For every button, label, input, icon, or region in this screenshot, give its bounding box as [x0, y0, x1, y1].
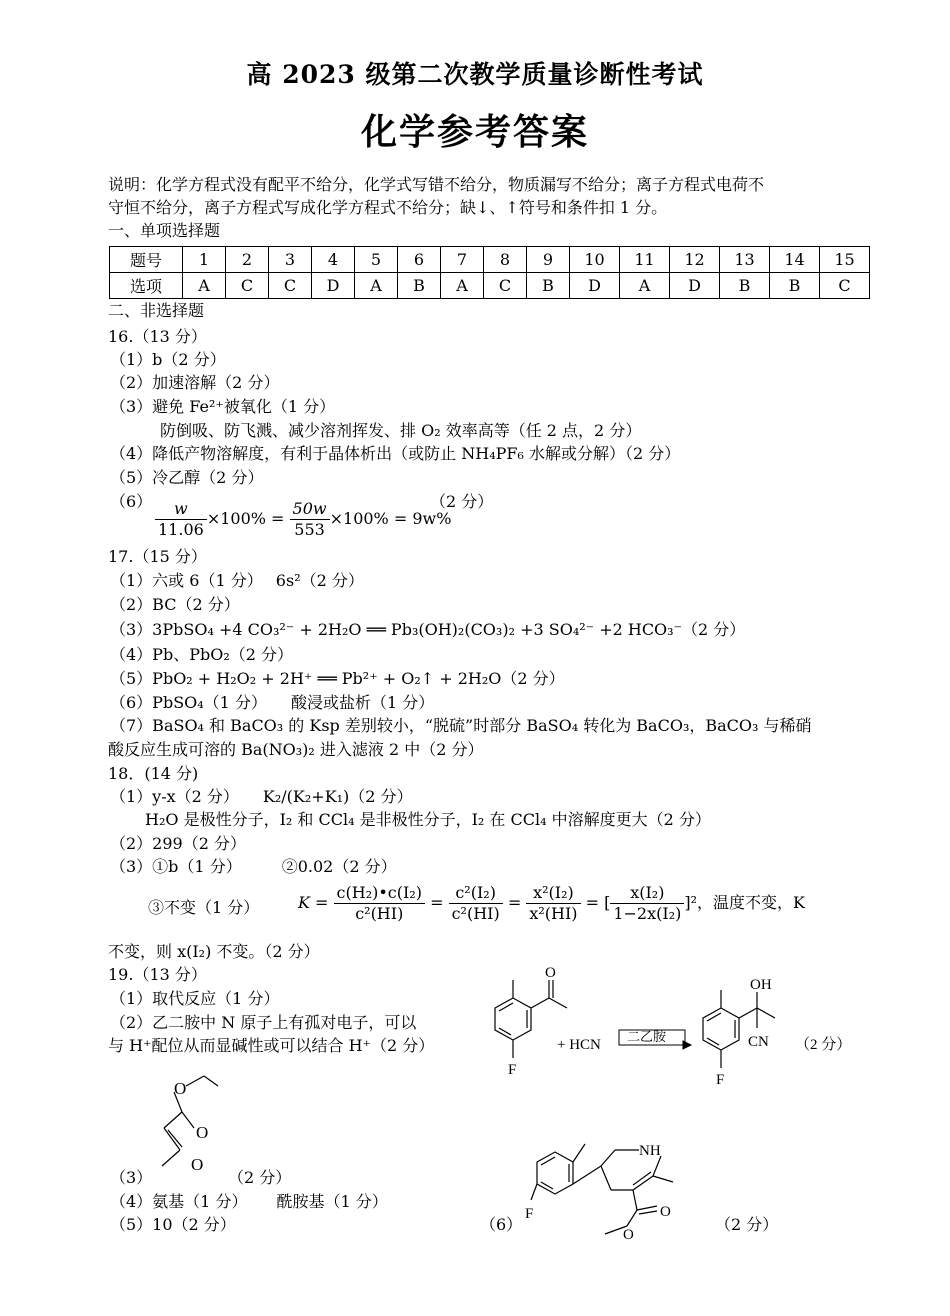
q16-head: 16.（13 分） [108, 327, 207, 346]
q19-head: 19.（13 分） [108, 965, 207, 984]
exam-title: 高 2023 级第二次教学质量诊断性考试 [246, 60, 704, 89]
section-nonchoice: 二、非选择题 [108, 301, 205, 320]
q16-a6-label: （6） [110, 492, 153, 511]
q19-a6: （6） [480, 1215, 523, 1234]
atom-label: O [191, 1155, 204, 1170]
q17-a7b: 酸反应生成可溶的 Ba(NO₃)₂ 进入滤液 2 中（2 分） [108, 740, 484, 759]
table-cell: 15 [820, 247, 870, 273]
table-cell: 5 [355, 247, 398, 273]
table-cell: 7 [441, 247, 484, 273]
ketoester-bonds [162, 1076, 218, 1166]
q17-head: 17.（15 分） [108, 547, 207, 566]
q16-a2: （2）加速溶解（2 分） [110, 373, 280, 392]
table-cell: B [770, 273, 820, 299]
table-row-numbers [110, 247, 870, 273]
q16-a3b: 防倒吸、防飞溅、减少溶剂挥发、排 O₂ 效率高等（任 2 点，2 分） [160, 421, 642, 440]
table-cell: D [312, 273, 355, 299]
formula-text: = [ [585, 893, 611, 912]
formula-text: ，温度不变，K [697, 893, 805, 912]
atom-label: O [174, 1079, 187, 1098]
structure-6 [515, 1128, 705, 1243]
table-cell: 4 [312, 247, 355, 273]
atom-label: F [525, 1206, 534, 1222]
table-cell: 1 [183, 247, 226, 273]
q19-a6-score: （2 分） [715, 1215, 779, 1234]
formula-text: ×100% = [206, 509, 285, 528]
table-cell: 11 [620, 247, 670, 273]
q17-a5: （5）PbO₂ + H₂O₂ + 2H⁺ ══ Pb²⁺ + O₂↑ + 2H₂O（2 分） [110, 669, 565, 688]
table-cell: 12 [670, 247, 720, 273]
table-cell: C [269, 273, 312, 299]
atom-label: O [545, 965, 556, 981]
q17-a6: （6）PbSO₄（1 分） 酸浸或盐析（1 分） [110, 693, 435, 712]
structure-3 [150, 1070, 240, 1170]
table-cell: C [820, 273, 870, 299]
arrow-reagent: 二乙胺 [627, 1029, 667, 1044]
q16-a3: （3）避免 Fe²⁺被氧化（1 分） [110, 397, 336, 416]
atom-label: OH [750, 977, 772, 993]
formula-text: = [430, 893, 444, 912]
q19-a3-score: （2 分） [228, 1168, 292, 1187]
piperidine-svg [515, 1128, 705, 1243]
table-cell: 10 [570, 247, 620, 273]
table-cell: 3 [269, 247, 312, 273]
table-cell: A [355, 273, 398, 299]
fraction [155, 499, 207, 540]
product-ring [703, 990, 775, 1068]
atom-label: F [508, 1062, 517, 1078]
q16-a5: （5）冷乙醇（2 分） [110, 468, 264, 487]
fraction [526, 883, 580, 924]
q17-a2: （2）BC（2 分） [110, 595, 240, 614]
q18-a3: （3）①b（1 分） ②0.02（2 分） [110, 857, 397, 876]
q16-a1: （1）b（2 分） [110, 350, 226, 369]
table-cell: 14 [770, 247, 820, 273]
q17-a3: （3）3PbSO₄ +4 CO₃²⁻ + 2H₂O ══ Pb₃(OH)₂(CO₃)₂ +3 SO₄²⁻ +2 HCO₃⁻（2 分） [110, 620, 746, 639]
denominator: c²(HI) [355, 904, 404, 923]
q19-a1: （1）取代反应（1 分） [110, 989, 280, 1008]
fraction [290, 499, 330, 540]
table-cell: 9 [527, 247, 570, 273]
atom-label: O [623, 1227, 634, 1243]
section-choice: 一、单项选择题 [108, 221, 221, 240]
numerator: c(H₂)•c(I₂) [334, 883, 425, 904]
q17-a1: （1）六或 6（1 分） 6s²（2 分） [110, 571, 364, 590]
table-row-answers [110, 273, 870, 299]
table-cell: B [398, 273, 441, 299]
q19-a4: （4）氨基（1 分） 酰胺基（1 分） [110, 1192, 388, 1211]
table-header-option: 选项 [110, 273, 183, 299]
q18-k-formula [298, 883, 805, 924]
atom-label: O [196, 1123, 209, 1142]
denominator: c²(HI) [451, 904, 500, 923]
note-line-2: 守恒不给分，离子方程式写成化学方程式不给分；缺↓、↑符号和条件扣 1 分。 [108, 198, 668, 217]
table-cell: 8 [484, 247, 527, 273]
q18-a3c-label: ③不变（1 分） [148, 898, 260, 917]
q16-a4: （4）降低产物溶解度，有利于晶体析出（或防止 NH₄PF₆ 水解或分解）（2 分） [110, 444, 681, 463]
q18-head: 18．(14 分) [108, 764, 199, 783]
fraction [334, 883, 425, 924]
denominator: 11.06 [158, 520, 204, 539]
atom-label: CN [748, 1034, 769, 1050]
table-cell: C [484, 273, 527, 299]
reagent-plus: + HCN [557, 1037, 601, 1053]
formula-text: ]² [684, 893, 698, 912]
table-cell: C [226, 273, 269, 299]
table-cell: B [527, 273, 570, 299]
reaction-scheme [455, 950, 865, 1100]
q19-a2b: 与 H⁺配位从而显碱性或可以结合 H⁺（2 分） [108, 1036, 435, 1055]
atom-label: NH [639, 1143, 661, 1159]
q16-a6-formula [155, 499, 451, 540]
q17-a4: （4）Pb、PbO₂（2 分） [110, 645, 293, 664]
ketoester-svg [150, 1070, 240, 1170]
table-cell: A [620, 273, 670, 299]
note-line-1: 说明：化学方程式没有配平不给分，化学式写错不给分，物质漏写不给分；离子方程式电荷不 [108, 175, 765, 194]
q18-a2: （2）299（2 分） [110, 834, 246, 853]
formula-text: = [507, 893, 522, 912]
q17-a7: （7）BaSO₄ 和 BaCO₃ 的 Ksp 差别较小，“脱硫”时部分 BaSO₄ 转化为 BaCO₃，BaCO₃ 与稀硝 [110, 716, 812, 735]
denominator: 553 [294, 520, 325, 539]
formula-text: K = [298, 893, 329, 912]
table-cell: D [570, 273, 620, 299]
q18-a1: （1）y-x（2 分） K₂/(K₂+K₁)（2 分） [110, 787, 413, 806]
q19-a5: （5）10（2 分） [110, 1215, 236, 1234]
q19-a2: （2）乙二胺中 N 原子上有孤对电子，可以 [110, 1013, 417, 1032]
q18-a3d: 不变，则 x(I₂) 不变。（2 分） [108, 942, 320, 961]
numerator: x²(I₂) [526, 883, 580, 904]
table-cell: 2 [226, 247, 269, 273]
table-header-number: 题号 [110, 247, 183, 273]
q18-a1b: H₂O 是极性分子，I₂ 和 CCl₄ 是非极性分子，I₂ 在 CCl₄ 中溶解度更大（2 分） [145, 810, 711, 829]
numerator: c²(I₂) [449, 883, 503, 904]
q16-a6-score: （2 分） [430, 492, 494, 511]
atom-label: O [660, 1204, 671, 1220]
reaction-svg [455, 950, 865, 1100]
table-cell: 6 [398, 247, 441, 273]
denominator: 1−2x(I₂) [613, 904, 682, 923]
numerator: 50w [292, 499, 327, 518]
numerator: w [174, 499, 188, 518]
numerator: x(I₂) [610, 883, 684, 904]
denominator: x²(HI) [529, 904, 578, 923]
table-cell: B [720, 273, 770, 299]
q19-a3: （3） [110, 1168, 153, 1187]
table-cell: D [670, 273, 720, 299]
answer-table [109, 246, 870, 299]
formula-text: ×100% = 9w% [329, 509, 452, 528]
table-cell: 13 [720, 247, 770, 273]
table-cell: A [441, 273, 484, 299]
fraction [449, 883, 503, 924]
table-cell: A [183, 273, 226, 299]
answer-subtitle: 化学参考答案 [360, 111, 589, 153]
atom-label: F [716, 1072, 725, 1088]
reaction-score: （2 分） [795, 1037, 852, 1053]
fraction [610, 883, 684, 924]
